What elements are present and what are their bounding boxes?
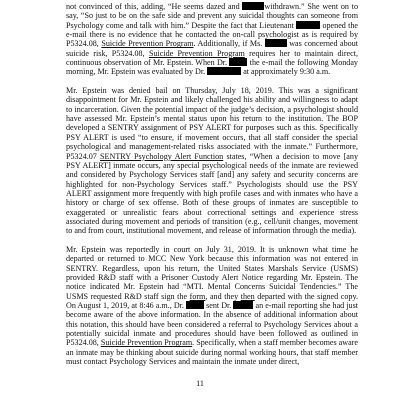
redaction-block (233, 301, 253, 309)
text-run: . Additionally, if Ms. (193, 39, 265, 49)
underlined-reference: Suicide Prevention Program (101, 39, 194, 49)
underlined-reference: Suicide Prevention Program (148, 48, 245, 58)
body-paragraph (66, 2, 358, 77)
text-run: was concerned about suicide risk, P5324.08, (66, 39, 358, 58)
text-run: at approximately 9:30 a.m. (241, 67, 331, 77)
redaction-block (296, 21, 320, 29)
text-run: Mr. Epstein was denied bail on Thursday, July 18, 2019. This was a significant disappointment for Mr. Epstein and likely challenged his ability and willingness to adapt to incarceration. Given the potential impact of the judge’s decision, a psychologist should have assessed Mr. Epstein’s mental status upon his return to the institution. The BOP developed a SENTRY assignment of PSY ALERT for purposes such as this. Specifically PSY ALERT is used “to ensure, if movement occurs, that all staff consider the special psychological and management-related risks associated with the inmate.” Furthermore, P5324.07 (66, 86, 358, 161)
text-run: requires her to maintain direct, continuous observation of Mr. Epstein. When Dr. (66, 48, 358, 68)
underlined-reference: SENTRY Psychology Alert Function (100, 151, 224, 161)
text-run: not convinced of this, adding, “He seems dazed and (66, 2, 243, 11)
text-run: sent Dr. (204, 301, 234, 310)
redaction-block (186, 301, 204, 309)
text-run: departed with the signed copy. On August 1, 2019, at 8:46 a.m., Dr. (66, 291, 358, 310)
text-run: the e-mail the following Monday morning, Mr. Epstein was evaluated by Dr. (66, 58, 358, 77)
text-run: an e-mail reporting she had just become aware of the above information. In the absence of additional information about this notation, this should have been considered a referral to Psychology Services about a potentially suicidal inmate and procedures should have been followed as outlined in P5324.08, (66, 301, 358, 348)
text-run: . Specifically, when a staff member becomes aware an inmate may be thinking about suicide during normal working hours, that staff member must contact Psychology Services and maintain the inmate under direct, (66, 338, 359, 367)
text-run: opened the e-mail there is no evidence that he contacted the on-call psychologist as is required by P5324.08, (66, 20, 358, 49)
paragraph-gap (66, 236, 358, 245)
body-paragraph (66, 245, 358, 366)
page-number: 11 (196, 379, 204, 388)
redaction-block (207, 67, 241, 75)
redaction-block (229, 58, 247, 66)
document-page (66, 2, 358, 366)
text-run: Mr. Epstein was reportedly in court on July 31, 2019. It is unknown what time he departed or returned to MCC New York because this information was not entered in SENTRY. Regardless, upon his return, the United States Marshals Service (USMS) provided R&D staff with a Prisoner Custody Alert Notice regarding Mr. Epstein. The notice indicated Mr. Epstein had “MTI. Mental Concerns Suicidal Tendencies.” The USMS requested R&D staff sign the (66, 244, 358, 301)
text-run: states, “When a decision to move [any PSY ALERT] inmate occurs, any special psychological needs of the inmate are reviewed and considered by Psychology Services staff [and] any safety and security concerns are highlighted for non-Psychology Services staff.” Psychologists should use the PSY ALERT assignment more frequently with high profile cases and with inmates who have a history or charge of sex offense. Both of these groups of inmates are susceptible to exaggerated or unrealistic fears about correctional settings and experience stress associated during movement and periods of transition (e.g., cell/unit changes, movement to and from court, institutional movement, and release of information through the media). (66, 151, 358, 236)
underlined-reference: form (189, 291, 206, 301)
text-run: withdrawn.” She went on to say, “So just to be on the safe side and prevent any suicidal thoughts can someone from Psychology come and talk with him.” Despite the fact that Lieutenant (66, 2, 358, 30)
redaction-block (242, 2, 264, 10)
redaction-block (265, 39, 287, 47)
body-paragraph (66, 86, 358, 236)
underlined-reference: then (240, 291, 255, 301)
paragraph-gap (66, 77, 358, 86)
underlined-reference: Suicide Prevention Program (100, 338, 193, 348)
text-run: , and they (205, 291, 241, 301)
